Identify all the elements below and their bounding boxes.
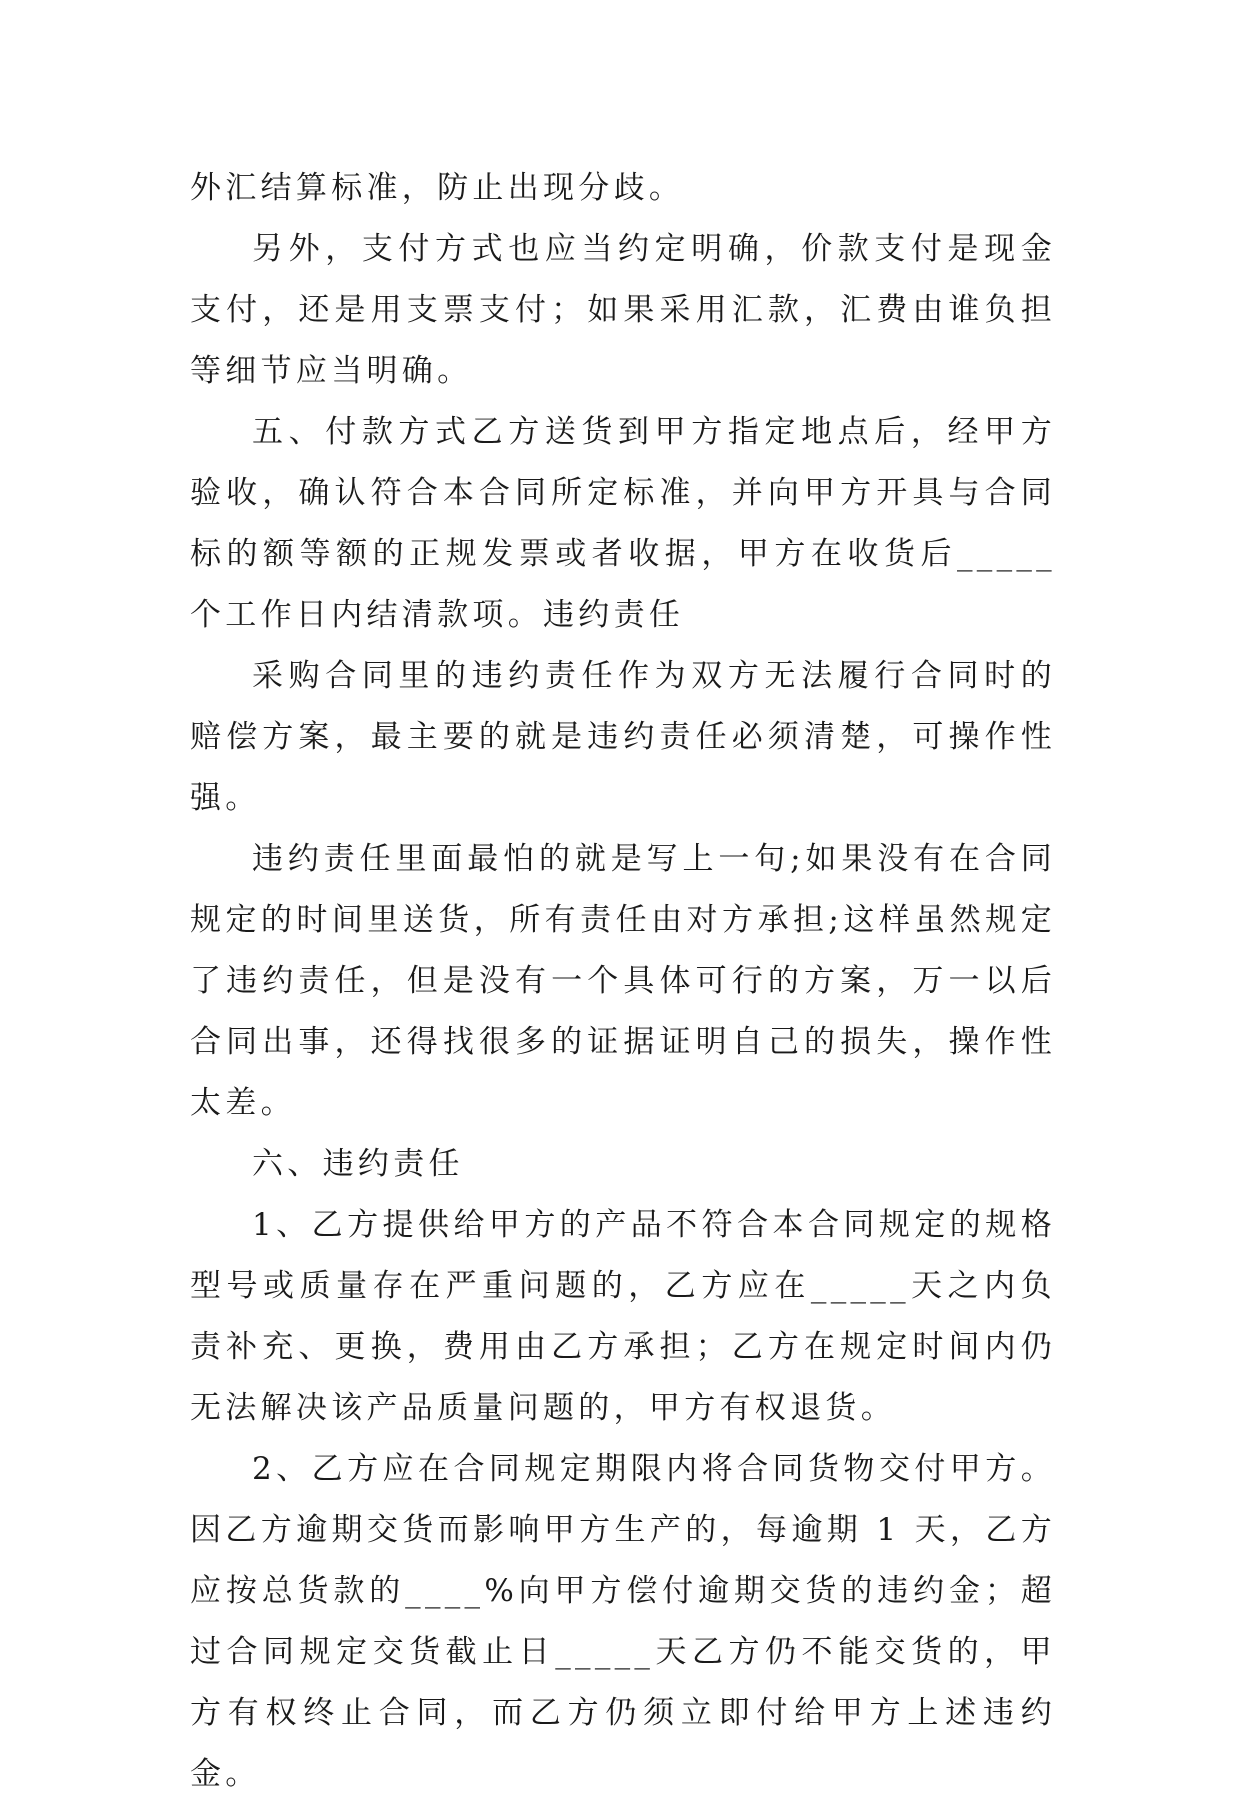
clause-1: 1、乙方提供给甲方的产品不符合本合同规定的规格型号或质量存在严重问题的，乙方应在_____天之内负责补充、更换，费用由乙方承担；乙方在规定时间内仍无法解决该产品质量问题的，甲方有权退货。 — [190, 1207, 1056, 1426]
paragraph-liability-intro: 采购合同里的违约责任作为双方无法履行合同时的赔偿方案，最主要的就是违约责任必须清楚，可操作性强。 — [190, 658, 1056, 816]
section-heading-six: 六、违约责任 — [252, 1146, 464, 1182]
clause-2: 2、乙方应在合同规定期限内将合同货物交付甲方。因乙方逾期交货而影响甲方生产的，每逾期 1 天，乙方应按总货款的____%向甲方偿付逾期交货的违约金；超过合同规定交货截止日_____天乙方仍不能交货的，甲方有权终止合同，而乙方仍须立即付给甲方上述违约金。 — [190, 1451, 1056, 1792]
document-body — [190, 158, 1056, 1805]
paragraph-payment-method: 另外，支付方式也应当约定明确，价款支付是现金支付，还是用支票支付；如果采用汇款，汇费由谁负担等细节应当明确。 — [190, 231, 1056, 389]
paragraph-section-five: 五、付款方式乙方送货到甲方指定地点后，经甲方验收，确认符合本合同所定标准，并向甲方开具与合同标的额等额的正规发票或者收据，甲方在收货后_____个工作日内结清款项。违约责任 — [190, 414, 1056, 633]
paragraph-liability-warning: 违约责任里面最怕的就是写上一句;如果没有在合同规定的时间里送货，所有责任由对方承担;这样虽然规定了违约责任，但是没有一个具体可行的方案，万一以后合同出事，还得找很多的证据证明自己的损失，操作性太差。 — [190, 841, 1056, 1121]
paragraph-continuation: 外汇结算标准，防止出现分歧。 — [190, 170, 685, 206]
